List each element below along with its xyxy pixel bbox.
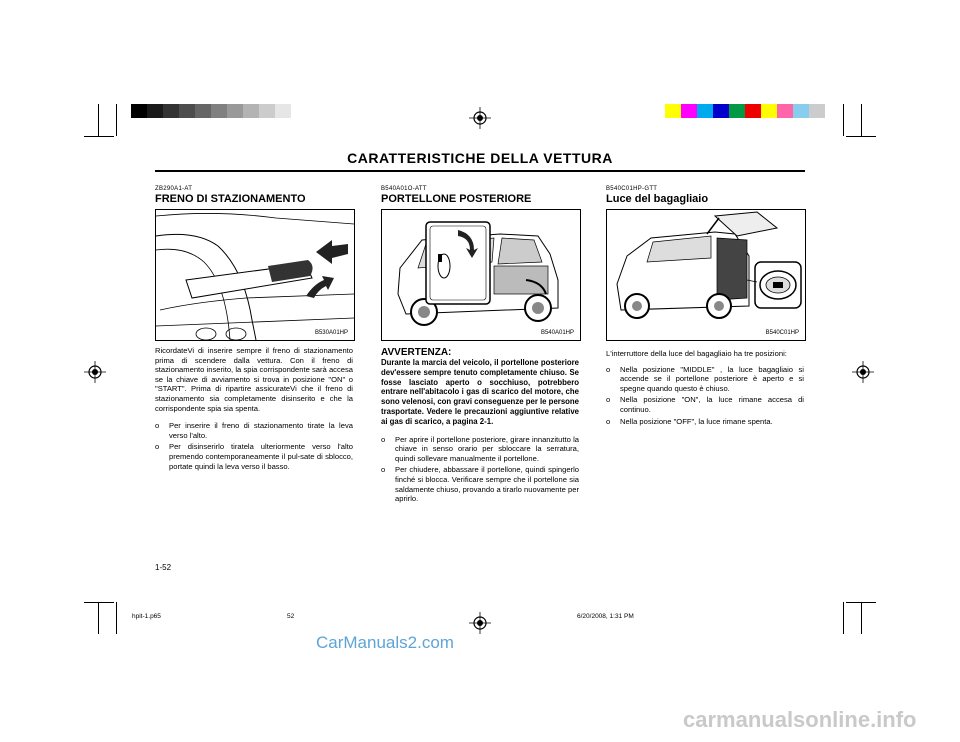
tailgate-illustration (382, 210, 580, 340)
crop-mark (84, 602, 114, 603)
footer-datetime: 6/20/2008, 1:31 PM (577, 613, 634, 620)
color-swatch (809, 104, 825, 118)
footer-page: 52 (287, 613, 295, 620)
figure-label: B530A01HP (314, 330, 348, 336)
section-title: PORTELLONE POSTERIORE (381, 193, 532, 205)
color-swatch (131, 104, 147, 118)
list-item: o Per chiudere, abbassare il portellone, quindi spingerlo finché si blocca. Verificare sempre che il portellone sia saldamente chiuso, provando a tirarlo nuovamente per aprirlo. (381, 465, 579, 504)
crop-mark (861, 104, 862, 136)
tailgate-figure (381, 209, 581, 341)
parking-brake-figure (155, 209, 355, 341)
list-item: o Nella posizione "ON", la luce rimane accesa di continuo. (606, 395, 804, 414)
crop-mark (843, 104, 844, 136)
section-code: ZB290A1-AT (155, 186, 193, 192)
color-swatch (147, 104, 163, 118)
color-swatch (243, 104, 259, 118)
crop-mark (98, 602, 99, 634)
section-title: FRENO DI STAZIONAMENTO (155, 193, 306, 205)
color-swatch (777, 104, 793, 118)
watermark-carmanuals2[interactable]: CarManuals2.com (316, 633, 454, 652)
list-item: o Per disinserirlo tiratela ulteriormente verso l'alto premendo contemporaneamente il pul-sate di sblocco, portate quindi la leva verso il basso. (155, 442, 353, 471)
color-swatch (745, 104, 761, 118)
list-item: o Nella posizione "MIDDLE" , la luce bagagliaio si accende se il portellone posteriore è aperto e si spegne quando questo è chiuso. (606, 364, 804, 393)
warning-text: Durante la marcia del veicolo, il portellone posteriore dev'essere sempre tenuto completamente chiuso. Se fosse lasciato aperto o socchiuso, potrebbero entrare nell'abitacolo i gas di scarico del motore, che sono velenosi, con gravi conseguenze per le persone trasportate. Vedere le precauzioni aggiuntive relative ai gas di scarico, a pagina 2-1. (381, 358, 580, 426)
page-number: 1-52 (155, 563, 172, 572)
crop-mark (861, 602, 862, 634)
color-swatch (681, 104, 697, 118)
warning-title: AVVERTENZA: (381, 347, 452, 358)
parking-brake-illustration (156, 210, 354, 340)
figure-label: B540C01HP (765, 330, 799, 336)
header-rule (155, 170, 805, 172)
section-code: B540A01O-ATT (381, 186, 427, 192)
registration-mark-icon (469, 612, 491, 634)
section-code: B540C01HP-GTT (606, 186, 658, 192)
footer-filename: hpit-1.p65 (132, 613, 161, 620)
column-cargo-light (606, 186, 804, 426)
section-title: Luce del bagagliaio (606, 193, 709, 205)
color-swatch (275, 104, 291, 118)
crop-mark (116, 104, 117, 136)
list-item: o Nella posizione "OFF", la luce rimane spenta. (606, 416, 773, 426)
color-swatch (227, 104, 243, 118)
list-item: o Per aprire il portellone posteriore, girare innanzitutto la chiave in senso orario per sbloccare la serratura, quindi sollevare manualmente il portellone. (381, 434, 579, 463)
color-swatch (179, 104, 195, 118)
registration-mark-icon (469, 107, 491, 129)
watermark-carmanualsonline[interactable]: carmanualsonline.info (683, 707, 917, 732)
color-swatch (713, 104, 729, 118)
crop-mark (84, 136, 114, 137)
color-swatch (729, 104, 745, 118)
crop-mark (843, 602, 844, 634)
list-item: o Per inserire il freno di stazionamento tirate la leva verso l'alto. (155, 421, 353, 440)
cargo-light-figure (606, 209, 806, 341)
color-swatch (761, 104, 777, 118)
crop-mark (846, 602, 876, 603)
column-parking-brake (155, 186, 353, 471)
body-paragraph: L'interruttore della luce del bagagliaio ha tre posizioni: (606, 349, 787, 358)
body-paragraph: RicordateVi di inserire sempre il freno di stazionamento prima di scendere dalla vettura. Con il freno di stazionamento inserito, la spia corrispondente sarà accesa se la chiave di avviamento si trova in posizione "ON" o "START". Prima di ripartire assicurateVi che il freno di stazionamento sia completamente disinserito e che la corrispondente spia sia spenta. (155, 346, 353, 413)
color-swatch (195, 104, 211, 118)
color-swatch (665, 104, 681, 118)
crop-mark (116, 602, 117, 634)
registration-mark-icon (84, 361, 106, 383)
cargo-light-illustration (607, 210, 805, 340)
color-swatch (259, 104, 275, 118)
column-tailgate (381, 186, 579, 504)
color-swatch (211, 104, 227, 118)
color-swatch (793, 104, 809, 118)
figure-label: B540A01HP (540, 330, 574, 336)
color-swatch (163, 104, 179, 118)
page-title: CARATTERISTICHE DELLA VETTURA (347, 150, 613, 166)
crop-mark (846, 136, 876, 137)
color-swatch (697, 104, 713, 118)
registration-mark-icon (852, 361, 874, 383)
crop-mark (98, 104, 99, 136)
